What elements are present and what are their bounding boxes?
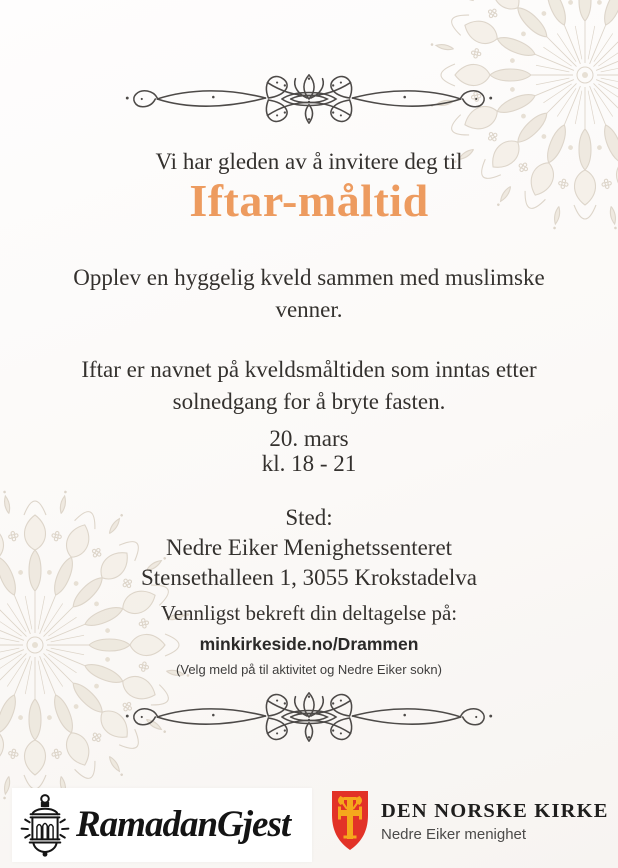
rsvp-url: minkirkeside.no/Drammen	[199, 634, 419, 654]
body-paragraph-1-line-1: Opplev en hyggelig kveld sammen med muslimske	[73, 265, 545, 290]
rsvp-note: (Velg meld på til aktivitet og Nedre Eiker sokn)	[176, 662, 442, 677]
calligraphic-divider-ornament	[116, 688, 502, 746]
ramadangjest-logo	[12, 788, 312, 862]
rsvp-label: Vennligst bekreft din deltagelse på:	[160, 601, 458, 625]
lantern-icon	[18, 792, 72, 858]
body-paragraph-1	[0, 262, 618, 326]
page-title: Iftar-måltid	[189, 175, 429, 226]
location-block	[0, 503, 618, 593]
body-paragraph-2	[0, 354, 618, 418]
church-text-block	[381, 800, 609, 843]
ramadangjest-wordmark: RamadanGjest	[76, 803, 291, 845]
location-name: Nedre Eiker Menighetssenteret	[165, 535, 453, 560]
event-date: 20. mars	[269, 426, 349, 451]
location-label: Sted:	[285, 505, 333, 530]
church-parish: Nedre Eiker menighet	[381, 825, 527, 843]
intro-line: Vi har gleden av å invitere deg til	[155, 149, 463, 174]
church-name: DEN NORSKE KIRKE	[381, 799, 609, 822]
calligraphic-divider-ornament	[116, 70, 502, 128]
body-paragraph-2-line-2: solnedgang for å bryte fasten.	[172, 389, 446, 414]
body-paragraph-2-line-1: Iftar er navnet på kveldsmåltiden som inntas etter	[81, 357, 537, 382]
church-shield-icon	[330, 787, 370, 855]
location-address: Stensethalleen 1, 3055 Krokstadelva	[141, 565, 477, 590]
den-norske-kirke-logo	[330, 787, 609, 855]
date-time-block	[0, 426, 618, 476]
body-paragraph-1-line-2: venner.	[275, 297, 343, 322]
event-time: kl. 18 - 21	[261, 451, 357, 476]
